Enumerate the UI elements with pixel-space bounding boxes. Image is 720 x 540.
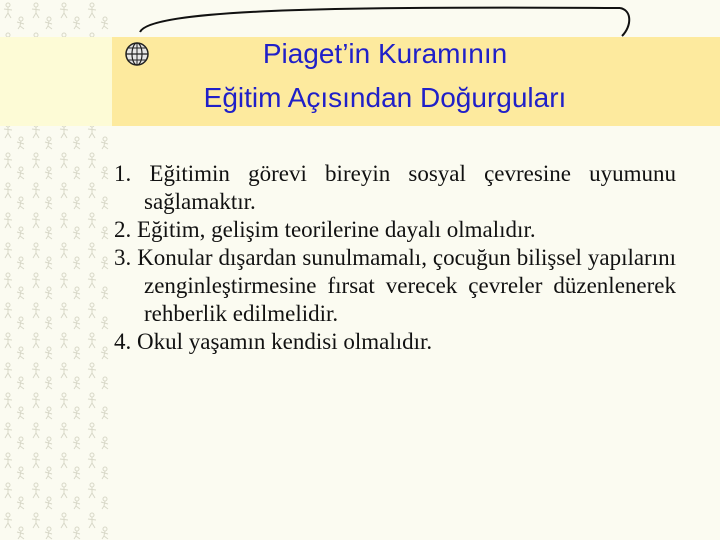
list-item: 2. Eğitim, gelişim teorilerine dayalı olmalıdır. (114, 217, 536, 242)
content-list (114, 160, 676, 356)
title-line-1: Piaget’in Kuramının (262, 38, 508, 69)
title-line-2: Eğitim Açısından Doğurguları (203, 82, 567, 113)
list-item: 1. Eğitimin görevi bireyin sosyal çevresine uyumunu sağlamaktır. (114, 161, 676, 214)
list-item: 4. Okul yaşamın kendisi olmalıdır. (114, 329, 433, 354)
list-item: 3. Konular dışardan sunulmamalı, çocuğun bilişsel yapılarını zenginleştirmesine fırsat verecek çevreler düzenlenerek rehberlik edilmelidir. (114, 245, 676, 326)
slide-title (150, 32, 620, 120)
globe-icon (123, 40, 151, 68)
